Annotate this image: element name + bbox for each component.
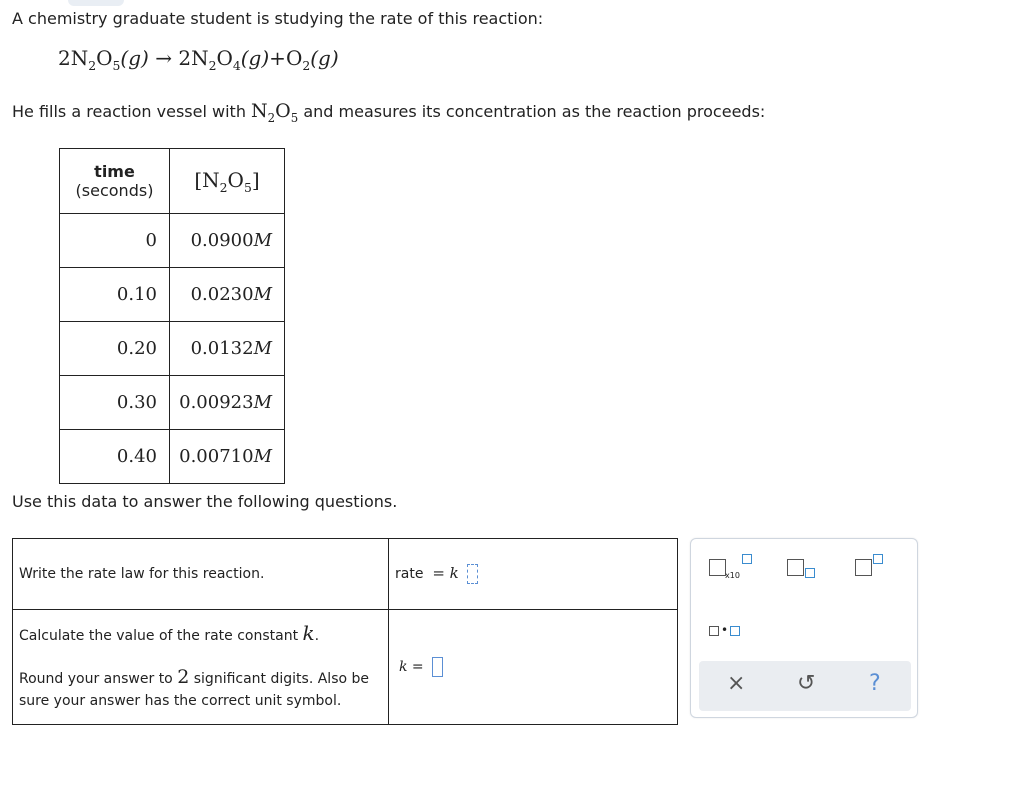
exponent-box-icon bbox=[742, 554, 752, 564]
box-icon bbox=[730, 626, 740, 636]
table-row bbox=[60, 376, 285, 430]
concentration-cell: 0.00710M bbox=[170, 430, 285, 484]
subscript-button[interactable] bbox=[787, 559, 814, 580]
reaction-equation: $2N_2O_5(g) \to 2N_2O_4(g)+O_2(g)$ bbox=[58, 46, 339, 73]
clear-icon[interactable]: × bbox=[727, 671, 746, 696]
superscript-button[interactable] bbox=[855, 559, 882, 580]
rate-law-input[interactable] bbox=[467, 564, 478, 584]
instructions-text: Use this data to answer the following questions. bbox=[12, 492, 398, 511]
time-cell: 0.30 bbox=[60, 376, 170, 430]
table-row bbox=[60, 214, 285, 268]
rate-law-question: Write the rate law for this reaction. bbox=[13, 539, 389, 610]
base-box-icon bbox=[855, 559, 872, 576]
vessel-text: He fills a reaction vessel with $N_2O_5$ and measures its concentration as the reaction proceeds: bbox=[12, 100, 766, 125]
concentration-cell: 0.00923M bbox=[170, 376, 285, 430]
questions-table bbox=[12, 538, 678, 725]
times-ten-button[interactable]: x10 bbox=[709, 559, 751, 580]
rate-constant-input[interactable] bbox=[432, 657, 443, 677]
subscript-box-icon bbox=[805, 568, 815, 578]
time-cell: 0.40 bbox=[60, 430, 170, 484]
concentration-cell: 0.0132M bbox=[170, 322, 285, 376]
undo-icon[interactable]: ↺ bbox=[797, 671, 816, 696]
rate-constant-question: Calculate the value of the rate constant k. Round your answer to 2 significant digits. Also be sure your answer has the correct unit symbol. bbox=[13, 610, 389, 725]
top-tab-indicator bbox=[68, 0, 124, 6]
superscript-box-icon bbox=[873, 554, 883, 564]
concentration-cell: 0.0900M bbox=[170, 214, 285, 268]
intro-text: A chemistry graduate student is studying the rate of this reaction: bbox=[12, 9, 544, 28]
question-row-rate-law bbox=[13, 539, 678, 610]
time-cell: 0.10 bbox=[60, 268, 170, 322]
concentration-cell: 0.0230M bbox=[170, 268, 285, 322]
base-box-icon bbox=[709, 559, 726, 576]
table-row bbox=[60, 322, 285, 376]
time-cell: 0 bbox=[60, 214, 170, 268]
dot-icon: • bbox=[721, 623, 729, 637]
rate-law-answer: rate = k bbox=[389, 539, 678, 610]
rate-constant-answer: k = bbox=[389, 610, 678, 725]
time-header: time (seconds) bbox=[60, 149, 170, 214]
help-icon[interactable]: ? bbox=[869, 671, 881, 696]
box-icon bbox=[709, 626, 719, 636]
concentration-table bbox=[59, 148, 285, 484]
time-cell: 0.20 bbox=[60, 322, 170, 376]
question-row-rate-constant bbox=[13, 610, 678, 725]
math-palette bbox=[690, 538, 918, 718]
palette-tools bbox=[699, 661, 911, 711]
multiply-dot-button[interactable] bbox=[709, 621, 740, 640]
base-box-icon bbox=[787, 559, 804, 576]
concentration-header: $[N_2O_5]$ bbox=[170, 149, 285, 214]
table-header-row bbox=[60, 149, 285, 214]
table-row bbox=[60, 430, 285, 484]
table-row bbox=[60, 268, 285, 322]
